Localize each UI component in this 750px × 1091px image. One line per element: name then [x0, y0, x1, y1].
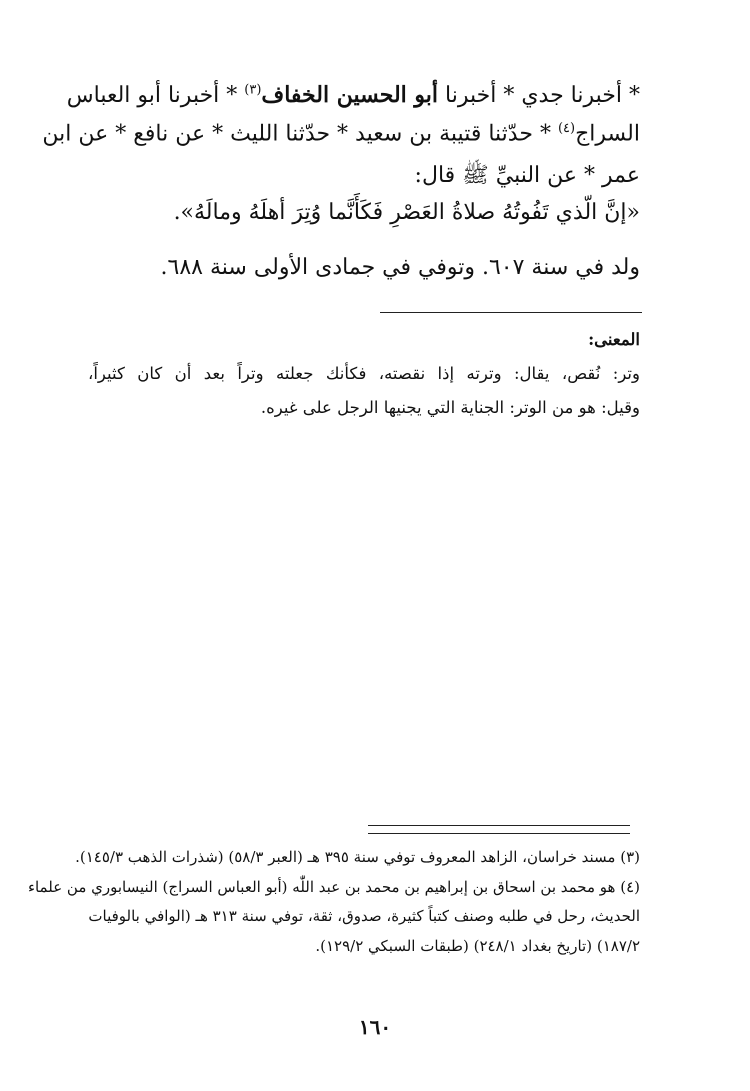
hadith-text: «إنَّ الّذي تَفُوتُهُ صلاةُ العَصْرِ فَكَأَنَّما وُتِرَ أهلَهُ ومالَهُ».	[173, 200, 640, 225]
section-divider	[380, 312, 642, 313]
isnad-text: السراج	[575, 121, 640, 147]
isnad-line-3: عمر * عن النبيِّ ﷺ قال:	[414, 163, 640, 188]
footnote-4-line-2: الحديث، رحل في طلبه وصنف كتباً كثيرة، صدوق، ثقة، توفي سنة ٣١٣ هـ (الوافي بالوفيات	[88, 907, 640, 925]
meaning-line-2: وقيل: هو من الوتر: الجناية التي يجنيها الرجل على غيره.	[260, 398, 640, 417]
footnote-ref-4[interactable]: (٤)	[557, 121, 576, 136]
footnote-separator	[368, 825, 630, 826]
isnad-text: * أخبرنا أبو العباس	[66, 83, 245, 108]
footnote-4-line-3: ١٨٧/٢) (تاريخ بغداد ٢٤٨/١) (طبقات السبكي ١٢٩/٢).	[315, 937, 640, 955]
footnote-separator	[368, 833, 630, 834]
meaning-line-1: وتر: نُقص، يقال: وترته إذا نقصته، فكأنك جعلته وتراً بعد أن كان كثيراً،	[88, 364, 640, 383]
meaning-heading: المعنى:	[588, 330, 640, 349]
footnote-3: (٣) مسند خراسان، الزاهد المعروف توفي سنة ٣٩٥ هـ (العبر ٥٨/٣) (شذرات الذهب ١٤٥/٣).	[75, 848, 640, 866]
footnote-ref-3[interactable]: (٣)	[244, 82, 262, 98]
page-number: ١٦٠	[358, 1015, 392, 1039]
isnad-text: * حدّثنا قتيبة بن سعيد * حدّثنا الليث * عن نافع * عن ابن	[42, 121, 558, 147]
footnote-4-line-1: (٤) هو محمد بن اسحاق بن إبراهيم بن محمد بن عبد اللّٰه (أبو العباس السراج) النيسابوري من علماء	[27, 878, 640, 896]
narrator-name-bold: أبو الحسين الخفاف	[261, 82, 439, 108]
isnad-line-2	[42, 121, 640, 147]
isnad-text: * أخبرنا جدي * أخبرنا	[438, 83, 640, 108]
isnad-line-1	[66, 82, 640, 108]
birth-death-line: ولد في سنة ٦٠٧. وتوفي في جمادى الأولى سنة ٦٨٨.	[160, 255, 640, 280]
